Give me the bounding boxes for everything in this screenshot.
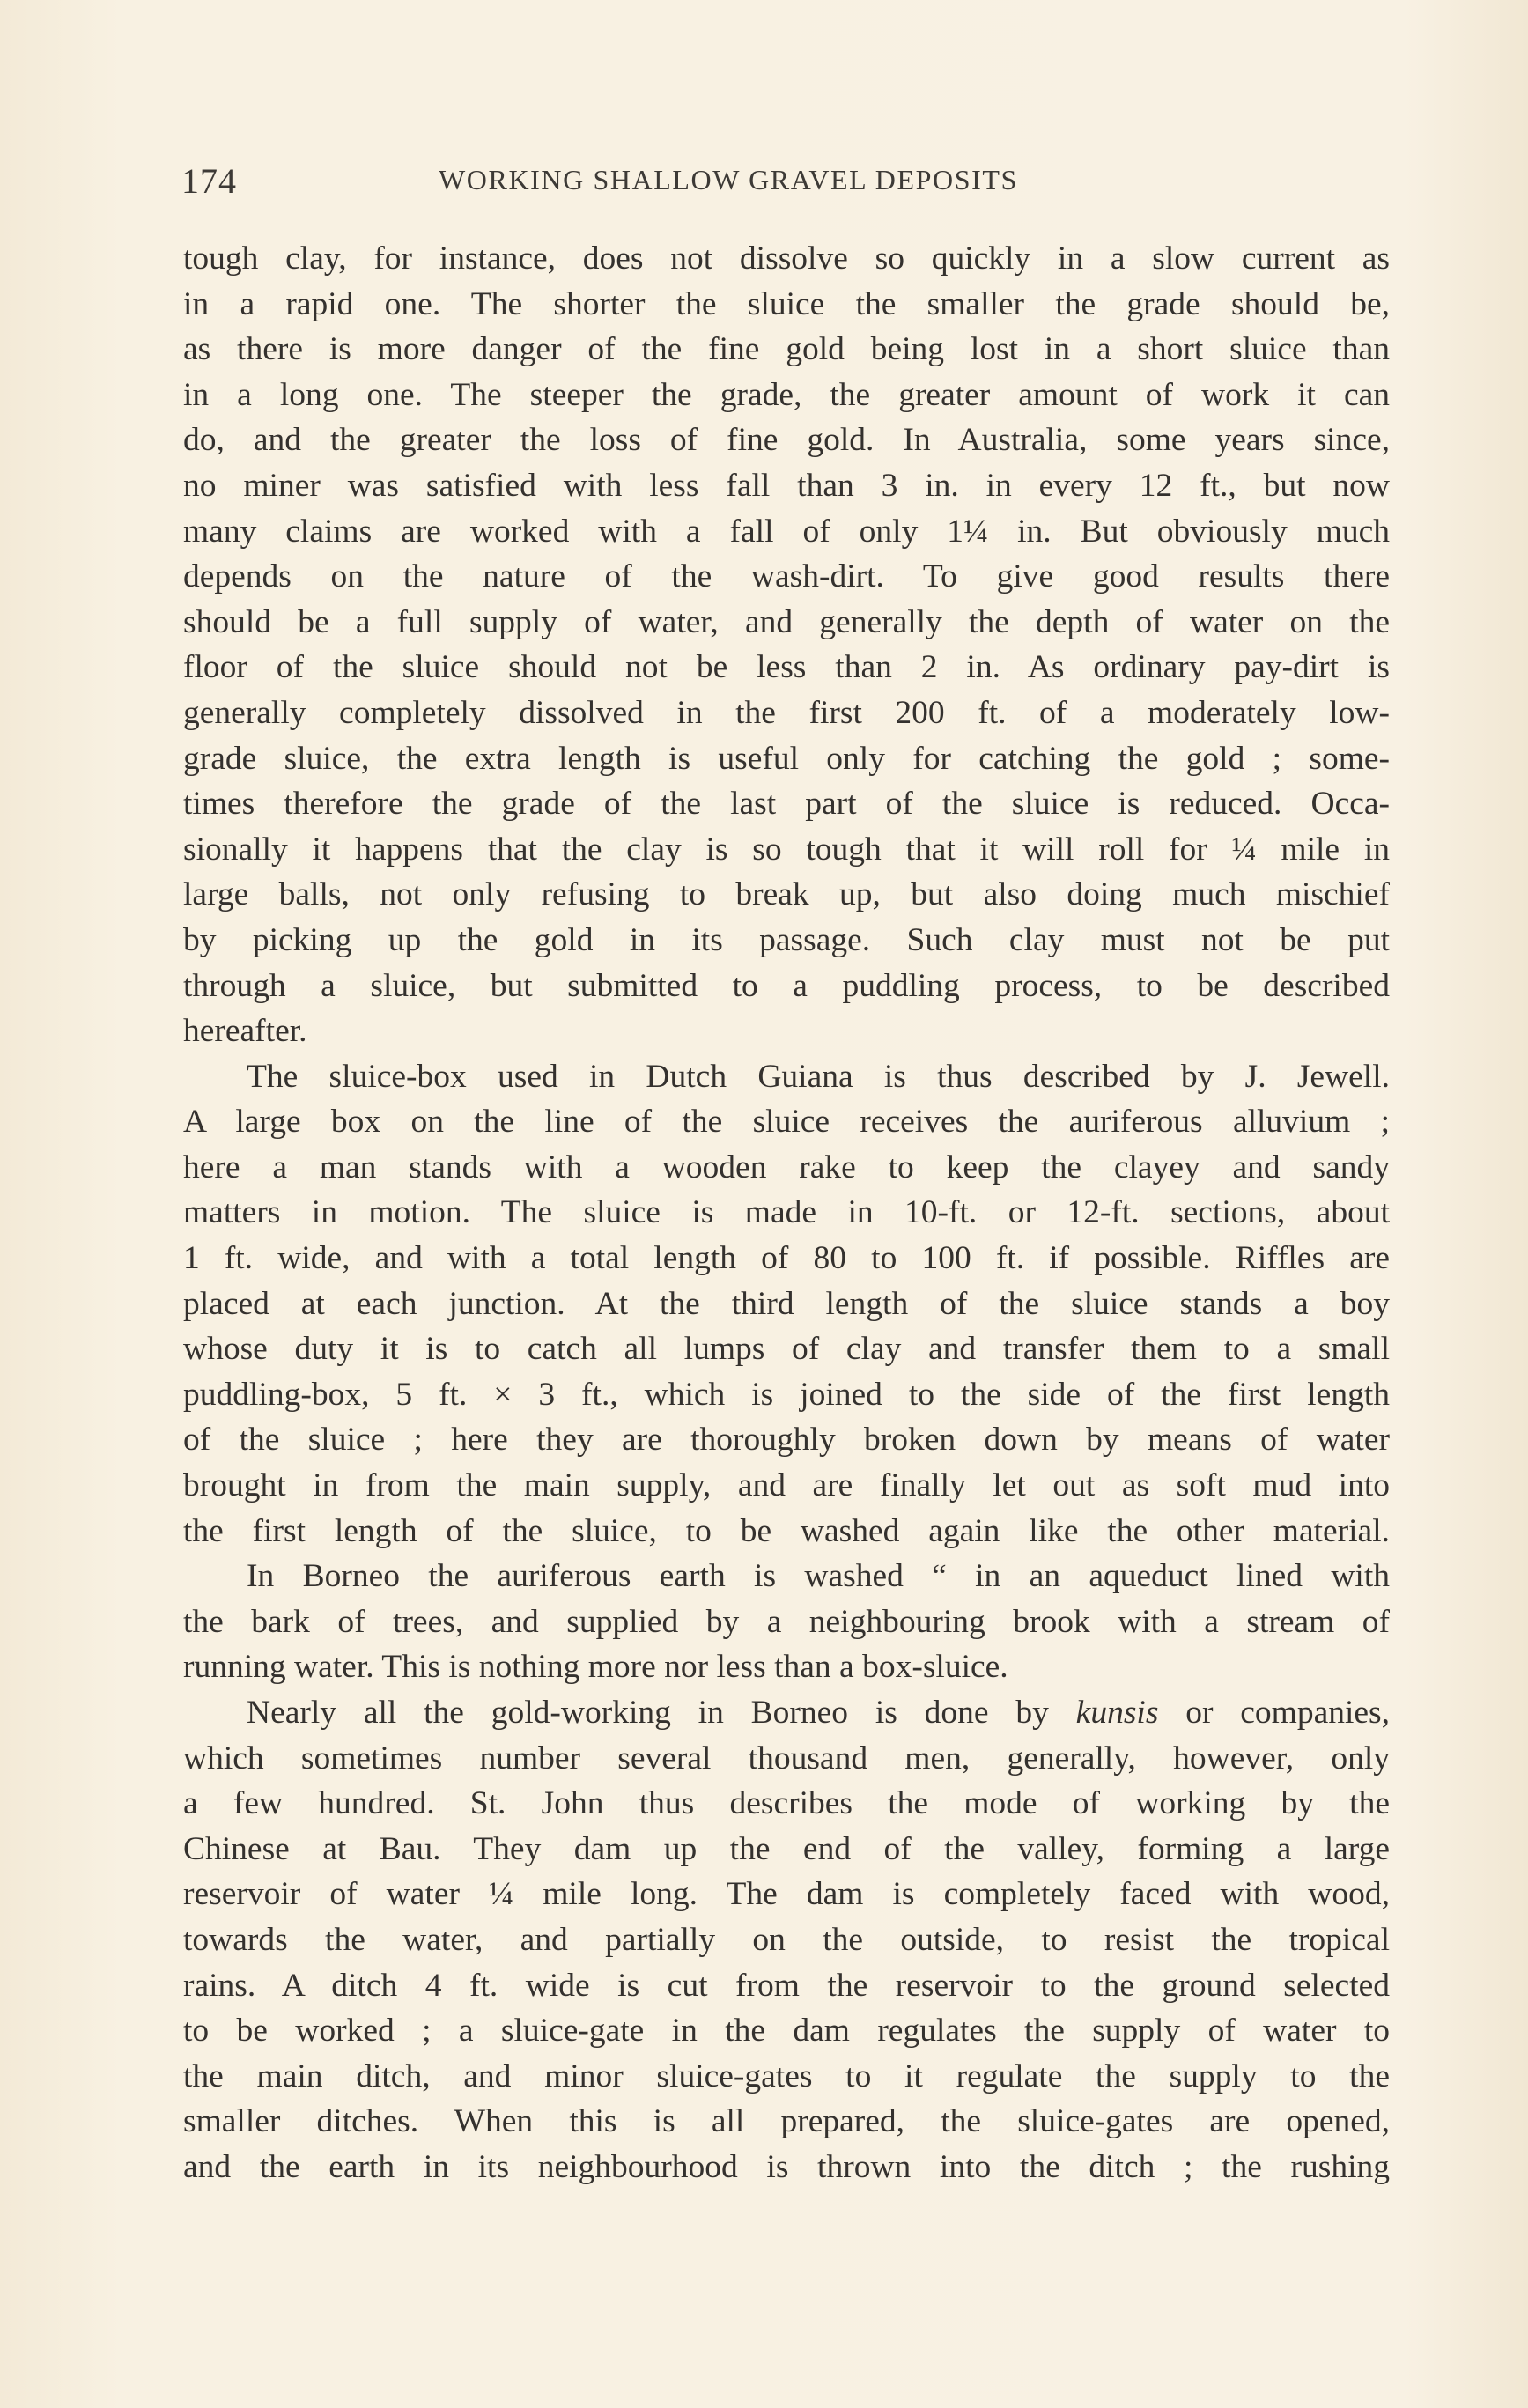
page-header <box>181 160 1397 206</box>
text-line: by picking up the gold in its passage. Such clay must not be put <box>183 921 1390 958</box>
text-line: Chinese at Bau. They dam up the end of the valley, forming a large <box>183 1830 1390 1867</box>
text-line: the first length of the sluice, to be washed again like the other material. <box>183 1512 1390 1549</box>
text-line: large balls, not only refusing to break up, but also doing much mischief <box>183 876 1390 913</box>
text-line: no miner was satisfied with less fall than 3 in. in every 12 ft., but now <box>183 467 1390 504</box>
text-line: and the earth in its neighbourhood is thrown into the ditch ; the rushing <box>183 2148 1390 2185</box>
paragraph-start-line: The sluice-box used in Dutch Guiana is thus described by J. Jewell. <box>247 1058 1390 1095</box>
text-line: which sometimes number several thousand men, generally, however, only <box>183 1740 1390 1776</box>
text-line: smaller ditches. When this is all prepared, the sluice-gates are opened, <box>183 2103 1390 2140</box>
text-line: the bark of trees, and supplied by a neighbouring brook with a stream of <box>183 1603 1390 1640</box>
text-line: many claims are worked with a fall of only 1¼ in. But obviously much <box>183 513 1390 550</box>
text-fragment: or companies, <box>1158 1695 1391 1731</box>
text-line: in a long one. The steeper the grade, the greater amount of work it can <box>183 376 1390 413</box>
text-line: floor of the sluice should not be less than 2 in. As ordinary pay-dirt is <box>183 649 1390 686</box>
page-number: 174 <box>181 161 237 201</box>
text-line: grade sluice, the extra length is useful only for catching the gold ; some- <box>183 740 1390 777</box>
text-line: 1 ft. wide, and with a total length of 80 to 100 ft. if possible. Riffles are <box>183 1240 1390 1277</box>
text-line: reservoir of water ¼ mile long. The dam is completely faced with wood, <box>183 1876 1390 1913</box>
text-line: generally completely dissolved in the first 200 ft. of a moderately low- <box>183 694 1390 731</box>
text-line: times therefore the grade of the last part of the sluice is reduced. Occa- <box>183 786 1390 823</box>
paragraph-start-line: In Borneo the auriferous earth is washed “ in an aqueduct lined with <box>247 1558 1390 1595</box>
text-line: running water. This is nothing more nor less than a box-sluice. <box>183 1649 1008 1686</box>
text-line: the main ditch, and minor sluice-gates to it regulate the supply to the <box>183 2057 1390 2094</box>
text-line: should be a full supply of water, and generally the depth of water on the <box>183 603 1390 640</box>
text-line: of the sluice ; here they are thoroughly broken down by means of water <box>183 1422 1390 1459</box>
text-line: do, and the greater the loss of fine gold. In Australia, some years since, <box>183 422 1390 459</box>
italic-term-kunsis: kunsis <box>1075 1695 1159 1731</box>
text-line: here a man stands with a wooden rake to keep the clayey and sandy <box>183 1149 1390 1186</box>
text-line: depends on the nature of the wash-dirt. To give good results there <box>183 558 1390 595</box>
text-line: to be worked ; a sluice-gate in the dam regulates the supply of water to <box>183 2013 1390 2050</box>
paragraph-start-line <box>183 1690 1390 1736</box>
running-head: WORKING SHALLOW GRAVEL DEPOSITS <box>439 164 1018 196</box>
text-line: brought in from the main supply, and are finally let out as soft mud into <box>183 1467 1390 1504</box>
body-text <box>183 236 1390 2190</box>
text-line: a few hundred. St. John thus describes the mode of working by the <box>183 1785 1390 1822</box>
text-line: rains. A ditch 4 ft. wide is cut from the reservoir to the ground selected <box>183 1967 1390 2004</box>
text-line: matters in motion. The sluice is made in 10-ft. or 12-ft. sections, about <box>183 1194 1390 1231</box>
text-line: in a rapid one. The shorter the sluice the smaller the grade should be, <box>183 285 1390 322</box>
text-line: tough clay, for instance, does not dissolve so quickly in a slow current as <box>183 240 1390 277</box>
text-line: through a sluice, but submitted to a puddling process, to be described <box>183 967 1390 1004</box>
text-line: A large box on the line of the sluice receives the auriferous alluvium ; <box>183 1104 1390 1141</box>
text-line: sionally it happens that the clay is so tough that it will roll for ¼ mile in <box>183 831 1390 868</box>
text-line: as there is more danger of the fine gold being lost in a short sluice than <box>183 331 1390 368</box>
text-line: whose duty it is to catch all lumps of clay and transfer them to a small <box>183 1331 1390 1368</box>
text-line: towards the water, and partially on the outside, to resist the tropical <box>183 1921 1390 1958</box>
text-line: puddling-box, 5 ft. × 3 ft., which is joined to the side of the first length <box>183 1376 1390 1413</box>
text-line: placed at each junction. At the third length of the sluice stands a boy <box>183 1285 1390 1322</box>
text-fragment: Nearly all the gold-working in Borneo is done by <box>247 1695 1049 1731</box>
text-line: hereafter. <box>183 1013 307 1050</box>
